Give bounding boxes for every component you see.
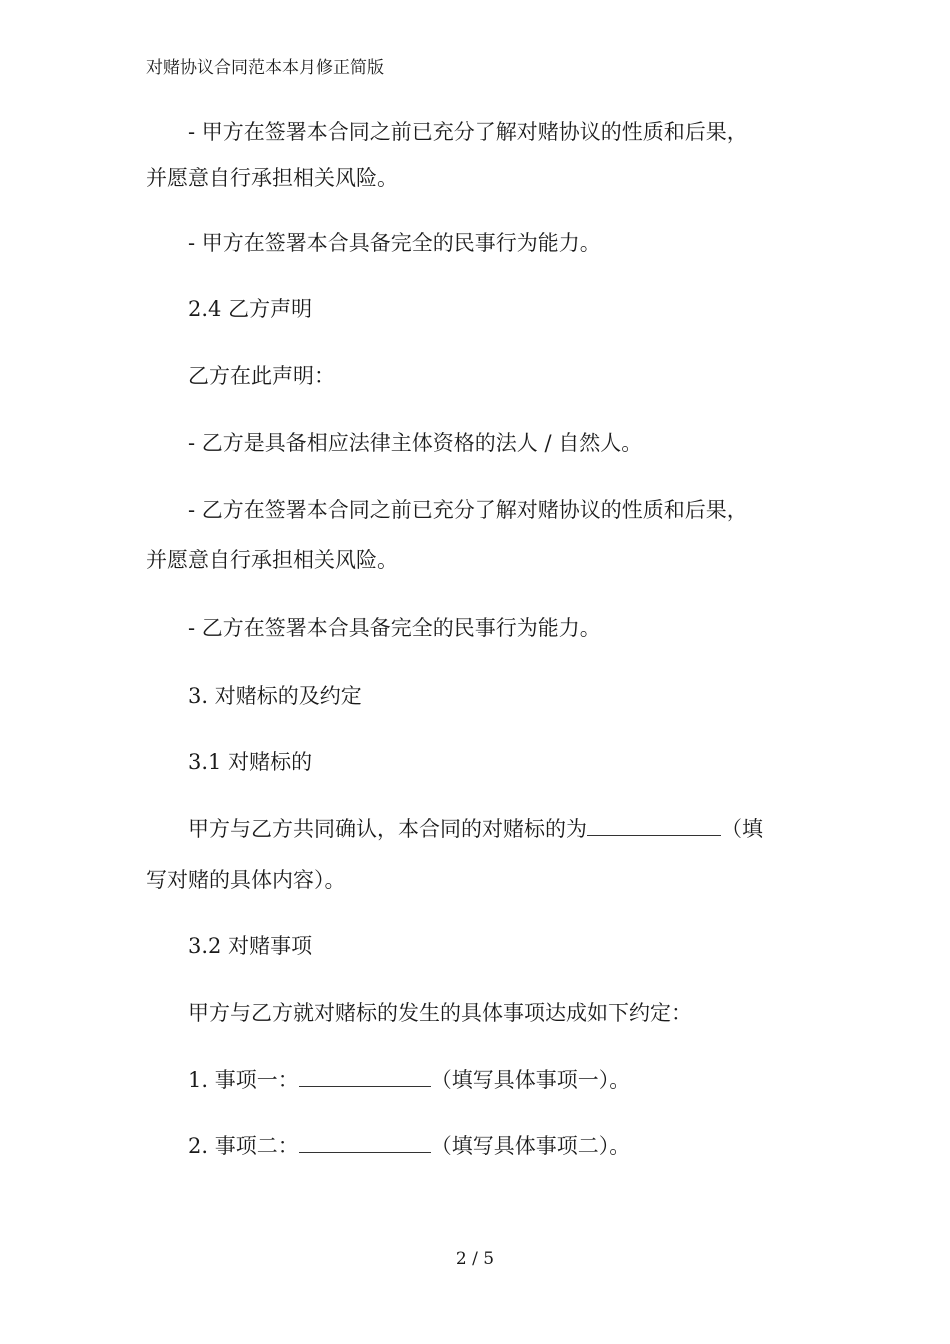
matter-item-1 [146,1058,840,1102]
section-heading-3: 3. 对赌标的及约定 [188,684,362,708]
matter-item-1-label: 1. 事项一： [188,1068,299,1092]
gamble-subject-clause-line1 [146,807,840,851]
gamble-matters-intro: 甲方与乙方就对赌标的发生的具体事项达成如下约定： [188,1001,692,1025]
gamble-subject-clause-text: 甲方与乙方共同确认，本合同的对赌标的为 [188,817,587,841]
section-heading-3-2: 3.2 对赌事项 [188,934,313,958]
page-number: 2 / 5 [455,1249,495,1269]
gamble-subject-clause-note: （填 [721,817,763,841]
matter-item-1-blank [299,1064,431,1087]
party-b-statement-legal-status: - 乙方是具备相应法律主体资格的法人 / 自然人。 [188,431,643,455]
party-a-statement-understanding-line2: 并愿意自行承担相关风险。 [146,166,398,190]
party-b-statement-understanding-line1: - 乙方在签署本合同之前已充分了解对赌协议的性质和后果， [188,498,748,522]
party-b-statement-understanding-line2: 并愿意自行承担相关风险。 [146,548,398,572]
matter-item-1-note: （填写具体事项一）。 [430,1068,631,1092]
party-b-statement-capacity: - 乙方在签署本合具备完全的民事行为能力。 [188,616,601,640]
gamble-subject-blank [587,813,721,836]
section-heading-3-1: 3.1 对赌标的 [188,750,313,774]
matter-item-2 [146,1124,840,1168]
gamble-subject-clause-line2: 写对赌的具体内容）。 [146,868,346,892]
party-b-statement-intro: 乙方在此声明： [188,364,335,388]
matter-item-2-note: （填写具体事项二）。 [430,1134,631,1158]
document-header-title: 对赌协议合同范本本月修正简版 [146,58,384,78]
section-heading-2-4: 2.4 乙方声明 [188,297,313,321]
party-a-statement-understanding-line1: - 甲方在签署本合同之前已充分了解对赌协议的性质和后果， [188,120,748,144]
party-a-statement-capacity: - 甲方在签署本合具备完全的民事行为能力。 [188,231,601,255]
matter-item-2-blank [299,1130,431,1153]
matter-item-2-label: 2. 事项二： [188,1134,299,1158]
